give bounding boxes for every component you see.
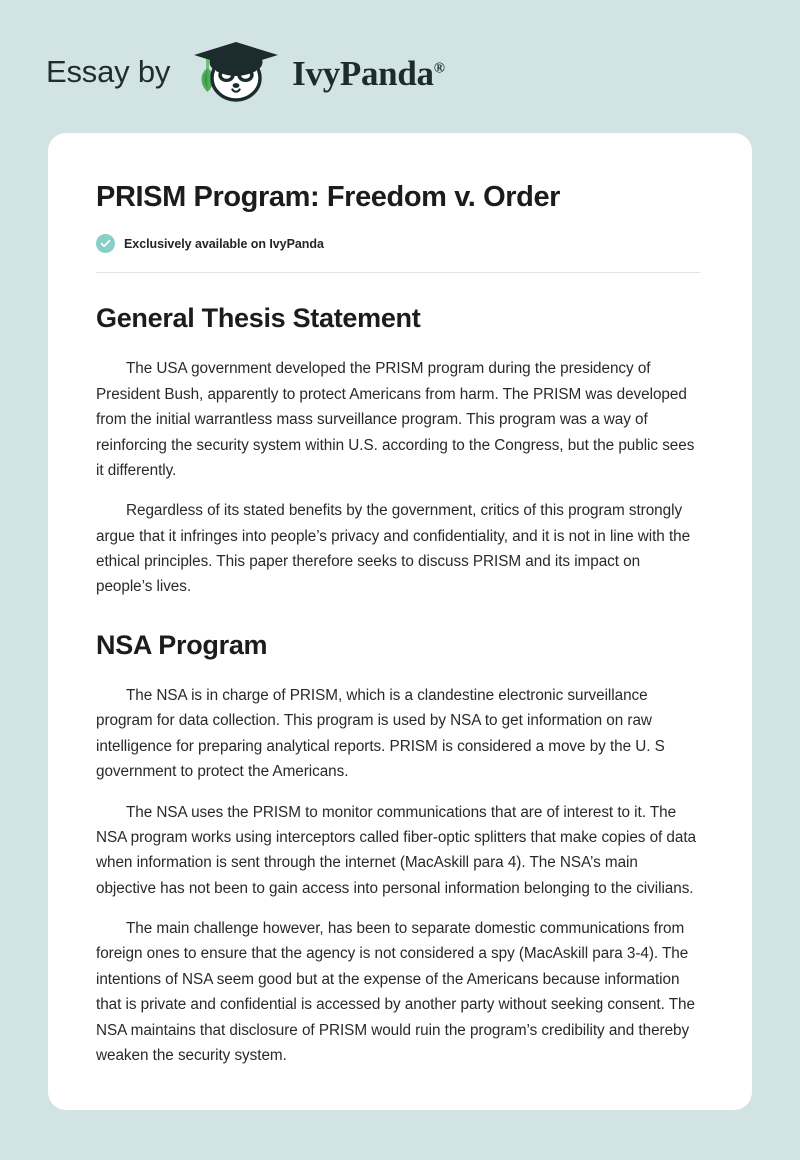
paragraph: The NSA is in charge of PRISM, which is a clandestine electronic surveillance program for data collection. This program is used by NSA to get information on raw intelligence for preparing analytical reports. PRISM is considered a move by the U. S government to protect the Americans. [96,686,665,781]
check-circle-icon [96,234,115,253]
status-badge: Exclusively available on IvyPanda [124,236,324,251]
section-heading-general-thesis-statement: General Thesis Statement [96,303,421,334]
ivypanda-wordmark [292,53,445,93]
header-divider [96,272,700,273]
essay-card [48,133,752,1110]
paragraph: The main challenge however, has been to separate domestic communications from foreign ones to ensure that the agency is not considered a spy (MacAskill para 3-4). The intentions of NSA seem good but at the expense of the Americans because information that is private and confidential is accessed by another party without seeking consent. The NSA maintains that disclosure of PRISM would ruin the program’s credibility and thereby weaken the security system. [96,920,695,1065]
ivypanda-logo[interactable] [180,40,444,102]
site-header [46,40,445,102]
exclusive-availability-badge [96,234,700,253]
trademark-symbol: ® [433,59,445,76]
paragraph: The USA government developed the PRISM program during the presidency of President Bush, apparently to protect Americans from harm. The PRISM was developed from the initial warrantless mass surveillance program. This program was a way of reinforcing the security system within U.S. according to the Congress, but the public sees it differently. [96,360,695,479]
brand-name: IvyPanda [292,53,434,93]
section-heading-nsa-program: NSA Program [96,629,268,660]
essay-by-label: Essay by [46,53,171,89]
ivypanda-panda-logo-icon [180,40,284,102]
paragraph: Regardless of its stated benefits by the government, critics of this program strongly argue that it infringes into people’s privacy and confidentiality, and it is not in line with the ethical principles. This paper therefore seeks to discuss PRISM and its impact on people’s lives. [96,502,691,596]
essay-card-inner [74,179,722,1068]
page-title: PRISM Program: Freedom v. Order [96,181,561,213]
paragraph: The NSA uses the PRISM to monitor communications that are of interest to it. The NSA program works using interceptors called fiber-optic splitters that make copies of data when information is sent through the internet (MacAskill para 4). The NSA’s main objective has not been to gain access into personal information belonging to the civilians. [96,803,697,897]
